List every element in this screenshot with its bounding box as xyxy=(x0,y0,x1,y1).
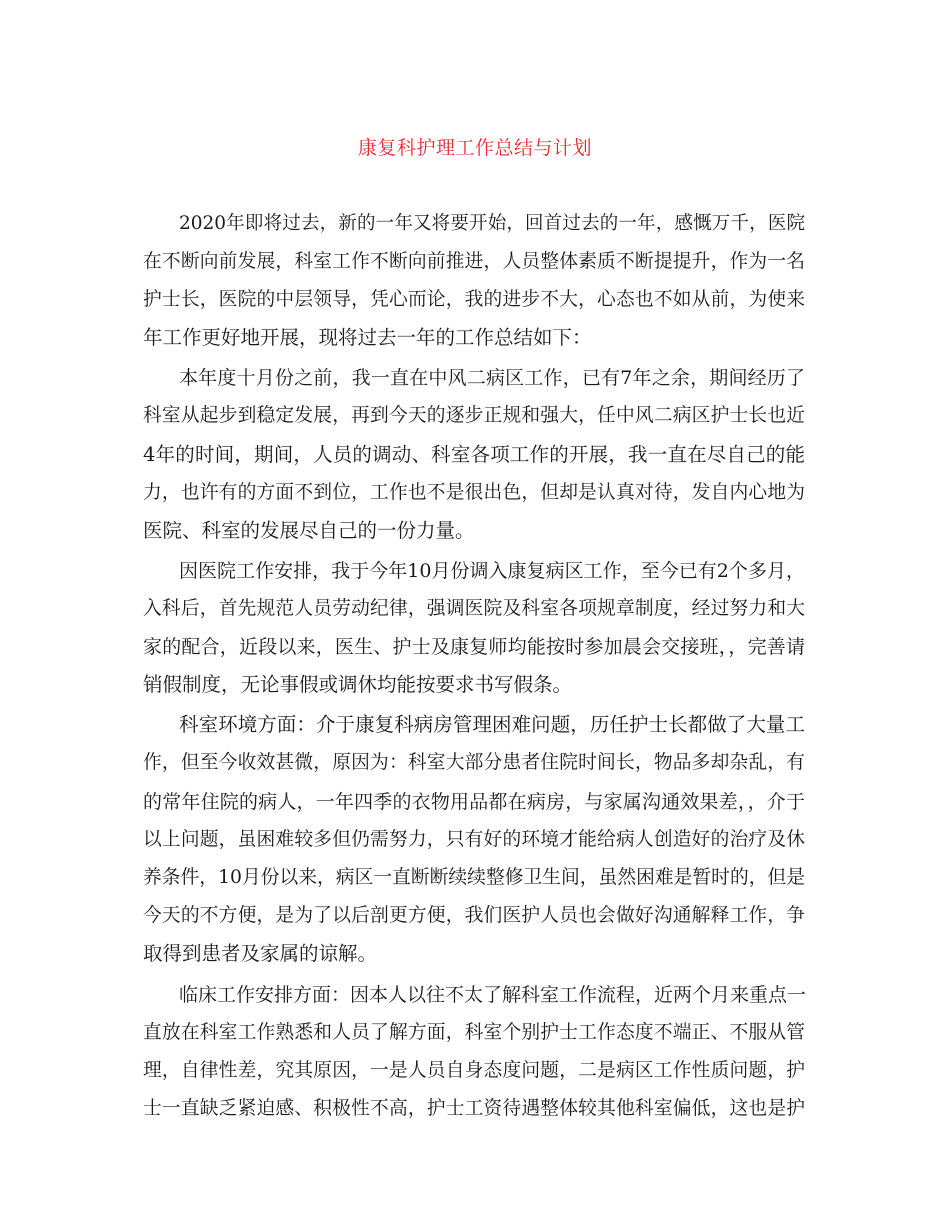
paragraph-line: 医院、科室的发展尽自己的一份力量。 xyxy=(143,519,475,542)
paragraph-line: 取得到患者及家属的谅解。 xyxy=(143,942,378,965)
paragraph-line: 作，但至今收效甚微，原因为：科室大部分患者住院时间长，物品多却杂乱，有 xyxy=(143,752,805,773)
paragraph-line: 临床工作安排方面：因本人以往不太了解科室工作流程，近两个月来重点一 xyxy=(179,984,807,1006)
paragraph-line: 科室环境方面：介于康复科病房管理困难问题，历任护士长都做了大量工 xyxy=(179,713,805,736)
paragraph-line: 的常年住院的病人，一年四季的衣物用品都在病房，与家属沟通效果差，，介于 xyxy=(143,791,805,813)
paragraph-line: 家的配合，近段以来，医生、护士及康复师均能按时参加晨会交接班，，完善请 xyxy=(143,636,805,658)
paragraph-line: 入科后，首先规范人员劳动纪律，强调医院及科室各项规章制度，经过努力和大 xyxy=(143,598,805,619)
paragraph-line: 年工作更好地开展，现将过去一年的工作总结如下： xyxy=(143,326,592,349)
paragraph-line: 直放在科室工作熟悉和人员了解方面，科室个别护士工作态度不端正、不服从管 xyxy=(143,1022,805,1043)
paragraph-line: 士一直缺乏紧迫感、积极性不高，护士工资待遇整体较其他科室偏低，这也是护 xyxy=(143,1098,805,1119)
paragraph-line: 本年度十月份之前，我一直在中风二病区工作，已有7年之余，期间经历了 xyxy=(179,367,805,389)
paragraph-line: 因医院工作安排，我于今年10月份调入康复病区工作，至今已有2个多月， xyxy=(179,560,805,582)
paragraph-line: 今天的不方便，是为了以后剖更方便，我们医护人员也会做好沟通解释工作，争 xyxy=(143,905,805,926)
paragraph-line: 2020年即将过去，新的一年又将要开始，回首过去的一年，感慨万千，医院 xyxy=(179,213,805,234)
document-title: 康复科护理工作总结与计划 xyxy=(357,137,592,159)
paragraph-line: 力，也许有的方面不到位，工作也不是很出色，但却是认真对待，发自内心地为 xyxy=(143,482,805,503)
paragraph-line: 护士长，医院的中层领导，凭心而论，我的进步不大，心态也不如从前，为使来 xyxy=(143,289,805,310)
paragraph-line: 销假制度，无论事假或调休均能按要求书写假条。 xyxy=(143,673,573,696)
paragraph-line: 以上问题，虽困难较多但仍需努力，只有好的环境才能给病人创造好的治疗及休 xyxy=(143,829,805,850)
paragraph-line: 4年的时间，期间，人员的调动、科室各项工作的开展，我一直在尽自己的能 xyxy=(143,443,805,466)
paragraph-line: 在不断向前发展，科室工作不断向前推进，人员整体素质不断提提升，作为一名 xyxy=(143,251,805,272)
paragraph-line: 养条件，10月份以来，病区一直断断续续整修卫生间，虽然困难是暂时的，但是 xyxy=(143,867,805,888)
paragraph-line: 理，自律性差，究其原因，一是人员自身态度问题，二是病区工作性质问题，护 xyxy=(143,1060,805,1081)
paragraph-line: 科室从起步到稳定发展，再到今天的逐步正规和强大，任中风二病区护士长也近 xyxy=(143,405,805,426)
